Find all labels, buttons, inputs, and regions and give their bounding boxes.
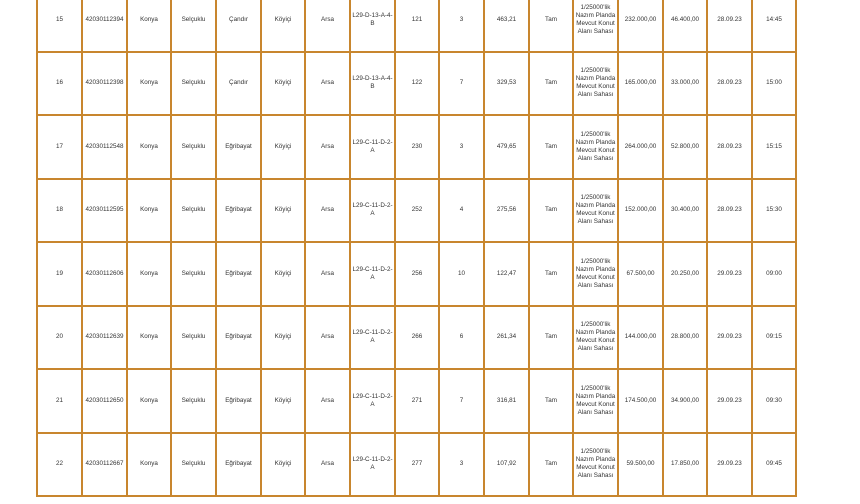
share-cell: Tam	[529, 0, 573, 52]
locality-cell: Köyiçi	[261, 179, 305, 243]
deposit-cell: 33.000,00	[663, 52, 707, 116]
district-cell: Selçuklu	[171, 52, 216, 116]
district-cell: Selçuklu	[171, 306, 216, 370]
row-number-cell: 20	[37, 306, 82, 370]
estimated-price-cell: 152.000,00	[618, 179, 663, 243]
locality-cell: Köyiçi	[261, 306, 305, 370]
parcel-number-cell: 3	[439, 433, 484, 497]
locality-cell: Köyiçi	[261, 115, 305, 179]
area-cell: 261,34	[484, 306, 529, 370]
deposit-cell: 20.250,00	[663, 242, 707, 306]
locality-cell: Köyiçi	[261, 0, 305, 52]
table-row	[37, 179, 796, 243]
parcel-number-cell: 10	[439, 242, 484, 306]
auction-time-cell: 09:45	[752, 433, 796, 497]
map-sheet-cell: L29-C-11-D-2-A	[350, 306, 395, 370]
auction-time-cell: 15:00	[752, 52, 796, 116]
row-number-cell: 22	[37, 433, 82, 497]
row-number-cell: 16	[37, 52, 82, 116]
share-cell: Tam	[529, 306, 573, 370]
district-cell: Selçuklu	[171, 0, 216, 52]
block-number-cell: 230	[395, 115, 439, 179]
estimated-price-cell: 165.000,00	[618, 52, 663, 116]
district-cell: Selçuklu	[171, 242, 216, 306]
map-sheet-cell: L29-D-13-A-4-B	[350, 52, 395, 116]
row-number-cell: 18	[37, 179, 82, 243]
province-cell: Konya	[127, 306, 171, 370]
auction-date-cell: 29.09.23	[707, 242, 752, 306]
deposit-cell: 52.800,00	[663, 115, 707, 179]
neighborhood-cell: Çandır	[216, 52, 261, 116]
district-cell: Selçuklu	[171, 179, 216, 243]
province-cell: Konya	[127, 179, 171, 243]
share-cell: Tam	[529, 369, 573, 433]
province-cell: Konya	[127, 115, 171, 179]
block-number-cell: 121	[395, 0, 439, 52]
map-sheet-cell: L29-C-11-D-2-A	[350, 369, 395, 433]
auction-time-cell: 15:15	[752, 115, 796, 179]
property-type-cell: Arsa	[305, 179, 350, 243]
map-sheet-cell: L29-C-11-D-2-A	[350, 433, 395, 497]
auction-time-cell: 09:15	[752, 306, 796, 370]
property-id-cell: 42030112548	[82, 115, 127, 179]
district-cell: Selçuklu	[171, 115, 216, 179]
area-cell: 122,47	[484, 242, 529, 306]
table-row	[37, 433, 796, 497]
district-cell: Selçuklu	[171, 433, 216, 497]
property-id-cell: 42030112398	[82, 52, 127, 116]
locality-cell: Köyiçi	[261, 242, 305, 306]
zoning-status-cell: 1/25000'lik Nazım Planda Mevcut Konut Alanı Sahası	[573, 242, 618, 306]
property-id-cell: 42030112394	[82, 0, 127, 52]
table-row	[37, 369, 796, 433]
table-row	[37, 242, 796, 306]
property-type-cell: Arsa	[305, 369, 350, 433]
block-number-cell: 122	[395, 52, 439, 116]
zoning-status-cell: 1/25000'lik Nazım Planda Mevcut Konut Alanı Sahası	[573, 369, 618, 433]
zoning-status-cell: 1/25000'lik Nazım Planda Mevcut Konut Alanı Sahası	[573, 306, 618, 370]
deposit-cell: 17.850,00	[663, 433, 707, 497]
estimated-price-cell: 232.000,00	[618, 0, 663, 52]
auction-date-cell: 28.09.23	[707, 179, 752, 243]
zoning-status-cell: 1/25000'lik Nazım Planda Mevcut Konut Alanı Sahası	[573, 52, 618, 116]
parcel-number-cell: 3	[439, 115, 484, 179]
neighborhood-cell: Eğribayat	[216, 115, 261, 179]
auction-date-cell: 28.09.23	[707, 52, 752, 116]
area-cell: 316,81	[484, 369, 529, 433]
zoning-status-cell: 1/25000'lik Nazım Planda Mevcut Konut Alanı Sahası	[573, 179, 618, 243]
province-cell: Konya	[127, 52, 171, 116]
province-cell: Konya	[127, 242, 171, 306]
auction-date-cell: 29.09.23	[707, 369, 752, 433]
block-number-cell: 266	[395, 306, 439, 370]
auction-date-cell: 28.09.23	[707, 115, 752, 179]
neighborhood-cell: Eğribayat	[216, 433, 261, 497]
neighborhood-cell: Eğribayat	[216, 306, 261, 370]
share-cell: Tam	[529, 433, 573, 497]
auction-time-cell: 14:45	[752, 0, 796, 52]
table-body	[37, 0, 796, 496]
parcel-number-cell: 6	[439, 306, 484, 370]
share-cell: Tam	[529, 179, 573, 243]
parcel-number-cell: 7	[439, 52, 484, 116]
locality-cell: Köyiçi	[261, 369, 305, 433]
block-number-cell: 252	[395, 179, 439, 243]
neighborhood-cell: Eğribayat	[216, 242, 261, 306]
auction-time-cell: 09:30	[752, 369, 796, 433]
row-number-cell: 17	[37, 115, 82, 179]
property-id-cell: 42030112650	[82, 369, 127, 433]
property-id-cell: 42030112595	[82, 179, 127, 243]
property-type-cell: Arsa	[305, 306, 350, 370]
parcel-table	[36, 0, 797, 497]
property-type-cell: Arsa	[305, 0, 350, 52]
estimated-price-cell: 144.000,00	[618, 306, 663, 370]
share-cell: Tam	[529, 115, 573, 179]
zoning-status-cell: 1/25000'lik Nazım Planda Mevcut Konut Alanı Sahası	[573, 115, 618, 179]
map-sheet-cell: L29-C-11-D-2-A	[350, 242, 395, 306]
map-sheet-cell: L29-C-11-D-2-A	[350, 115, 395, 179]
deposit-cell: 34.900,00	[663, 369, 707, 433]
province-cell: Konya	[127, 433, 171, 497]
parcel-number-cell: 3	[439, 0, 484, 52]
zoning-status-cell: 1/25000'lik Nazım Planda Mevcut Konut Alanı Sahası	[573, 433, 618, 497]
estimated-price-cell: 67.500,00	[618, 242, 663, 306]
deposit-cell: 28.800,00	[663, 306, 707, 370]
zoning-status-cell: 1/25000'lik Nazım Planda Mevcut Konut Alanı Sahası	[573, 0, 618, 52]
district-cell: Selçuklu	[171, 369, 216, 433]
deposit-cell: 30.400,00	[663, 179, 707, 243]
row-number-cell: 19	[37, 242, 82, 306]
auction-time-cell: 09:00	[752, 242, 796, 306]
map-sheet-cell: L29-D-13-A-4-B	[350, 0, 395, 52]
property-type-cell: Arsa	[305, 242, 350, 306]
table-row	[37, 115, 796, 179]
parcel-number-cell: 4	[439, 179, 484, 243]
property-type-cell: Arsa	[305, 433, 350, 497]
deposit-cell: 46.400,00	[663, 0, 707, 52]
estimated-price-cell: 174.500,00	[618, 369, 663, 433]
share-cell: Tam	[529, 242, 573, 306]
estimated-price-cell: 59.500,00	[618, 433, 663, 497]
auction-date-cell: 28.09.23	[707, 0, 752, 52]
area-cell: 275,56	[484, 179, 529, 243]
auction-time-cell: 15:30	[752, 179, 796, 243]
map-sheet-cell: L29-C-11-D-2-A	[350, 179, 395, 243]
locality-cell: Köyiçi	[261, 52, 305, 116]
table-row	[37, 306, 796, 370]
area-cell: 479,65	[484, 115, 529, 179]
row-number-cell: 15	[37, 0, 82, 52]
area-cell: 329,53	[484, 52, 529, 116]
property-type-cell: Arsa	[305, 52, 350, 116]
share-cell: Tam	[529, 52, 573, 116]
table-row	[37, 0, 796, 52]
area-cell: 107,92	[484, 433, 529, 497]
property-id-cell: 42030112667	[82, 433, 127, 497]
neighborhood-cell: Çandır	[216, 0, 261, 52]
property-id-cell: 42030112639	[82, 306, 127, 370]
neighborhood-cell: Eğribayat	[216, 369, 261, 433]
auction-date-cell: 29.09.23	[707, 433, 752, 497]
locality-cell: Köyiçi	[261, 433, 305, 497]
province-cell: Konya	[127, 0, 171, 52]
block-number-cell: 277	[395, 433, 439, 497]
property-id-cell: 42030112606	[82, 242, 127, 306]
block-number-cell: 271	[395, 369, 439, 433]
neighborhood-cell: Eğribayat	[216, 179, 261, 243]
block-number-cell: 256	[395, 242, 439, 306]
estimated-price-cell: 264.000,00	[618, 115, 663, 179]
area-cell: 463,21	[484, 0, 529, 52]
property-type-cell: Arsa	[305, 115, 350, 179]
row-number-cell: 21	[37, 369, 82, 433]
parcel-number-cell: 7	[439, 369, 484, 433]
table-row	[37, 52, 796, 116]
province-cell: Konya	[127, 369, 171, 433]
auction-date-cell: 29.09.23	[707, 306, 752, 370]
